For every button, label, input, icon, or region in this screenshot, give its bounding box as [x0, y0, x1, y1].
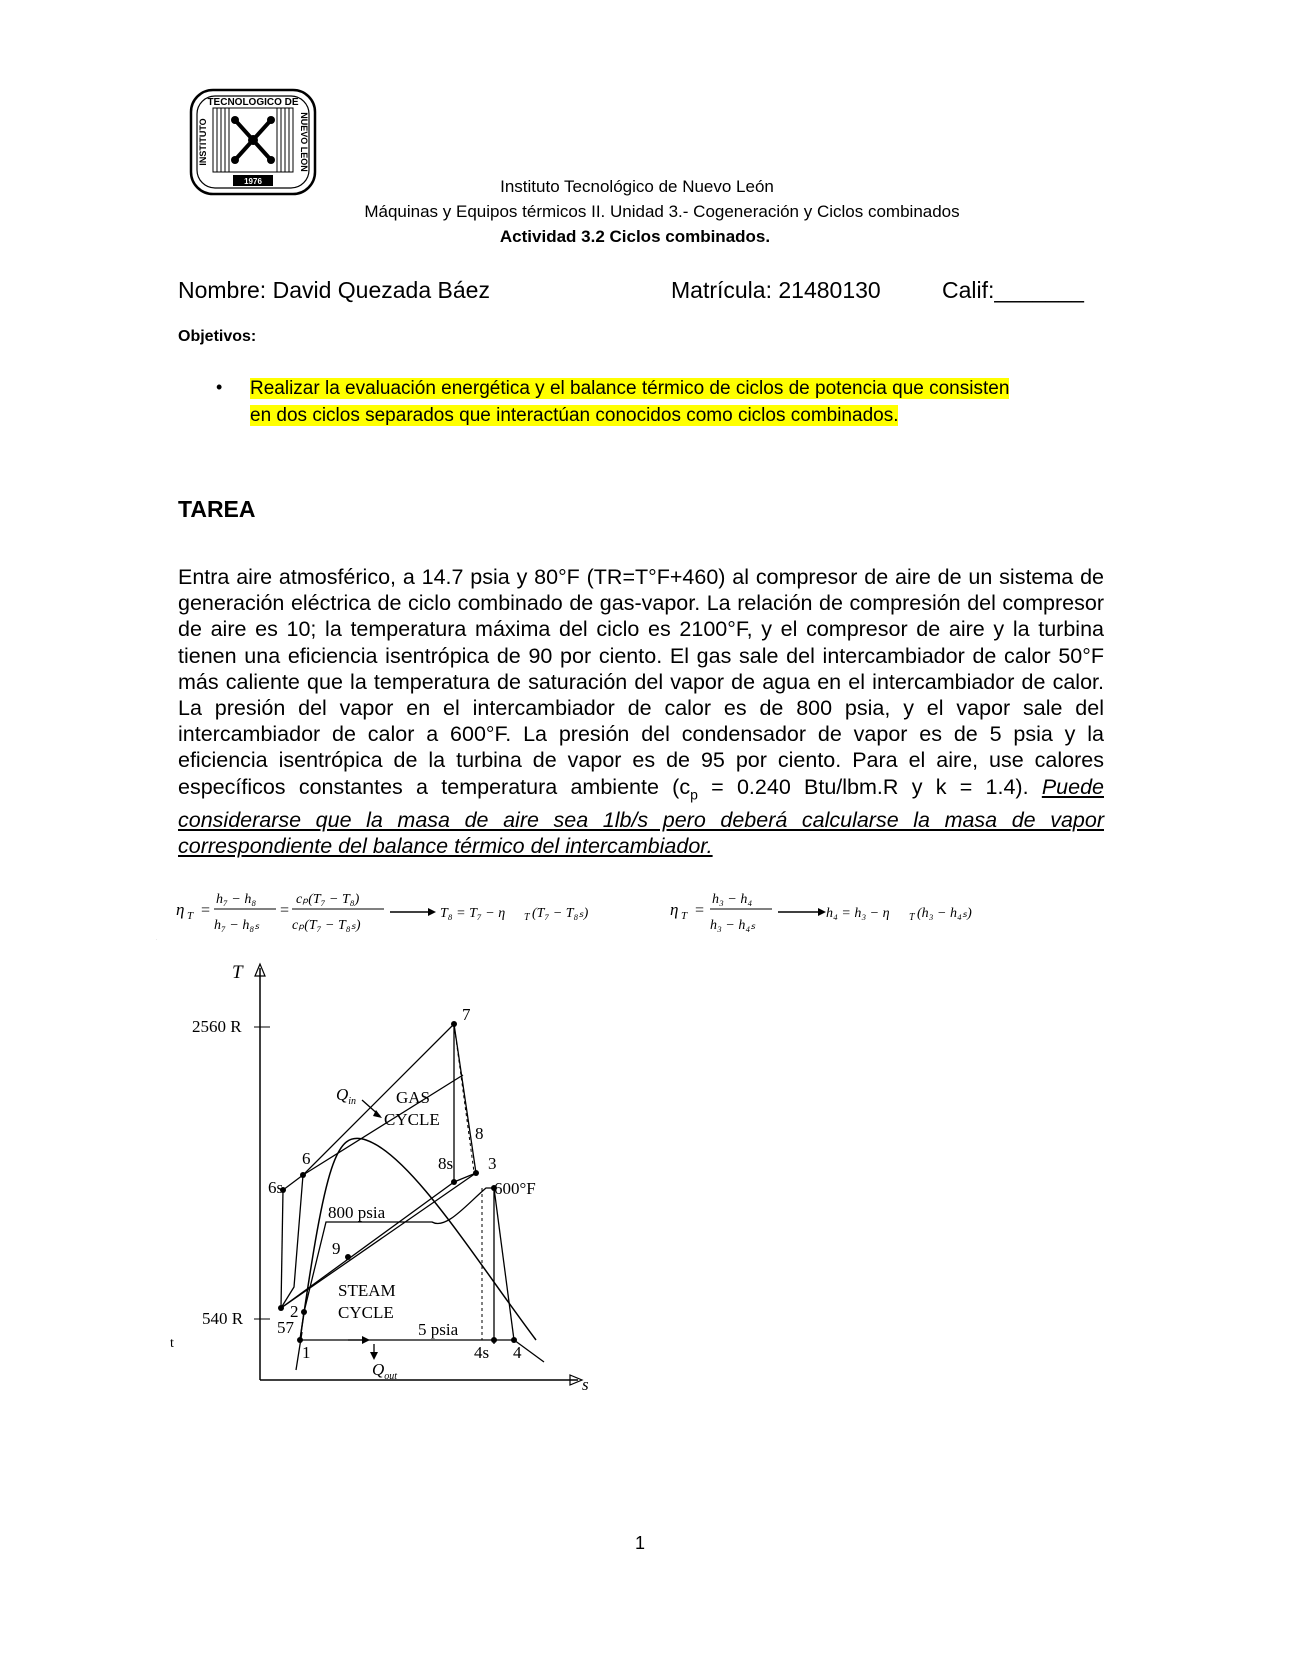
- point-6-label: 6: [302, 1149, 311, 1168]
- steam-cycle-label-1: STEAM: [338, 1281, 396, 1300]
- steam-cycle-label-2: CYCLE: [338, 1303, 394, 1322]
- header-institution: Instituto Tecnológico de Nuevo León: [500, 177, 774, 196]
- point-8s-label: 8s: [438, 1154, 454, 1173]
- q-in-label: $Q_{in}$: [336, 1085, 357, 1107]
- svg-text:=: =: [279, 902, 290, 919]
- task-title: TAREA: [178, 496, 256, 522]
- t-low-label: 540 R: [202, 1309, 244, 1328]
- t-high-label: 2560 R: [192, 1017, 242, 1036]
- svg-text:η: η: [670, 900, 679, 919]
- steam-turbine-efficiency-formula: [670, 878, 1050, 938]
- gas-cycle-label-1: GAS: [396, 1088, 431, 1107]
- svg-text:(h₃ − h₄ₛ): (h₃ − h₄ₛ): [917, 906, 972, 921]
- svg-text:h₄ = h₃ − η: h₄ = h₃ − η: [826, 906, 890, 921]
- svg-text:T: T: [187, 910, 194, 922]
- formula-gas-text: ηT = (h7 − h8)/(h7 − h8s) = cp(T7 − T8)/cp(T7 − T8s) ⟶ T8 = T7 − ηT(T7 − T8s): [176, 878, 210, 879]
- point-9-label: 9: [332, 1239, 341, 1258]
- p-high-label: 800 psia: [328, 1203, 386, 1222]
- point-4-label: 4: [513, 1343, 522, 1362]
- point-2-label: 2: [290, 1302, 299, 1321]
- formula-steam-text: ηT = (h3 − h4)/(h3 − h4s) ⟶ h4 = h3 − ηT(h3 − h4s): [670, 878, 693, 879]
- page-number: 1: [634, 1533, 645, 1553]
- q-out-label: $Q_{out}$: [372, 1360, 398, 1382]
- svg-text:η: η: [176, 900, 185, 919]
- logo-top-text: TECNOLOGICO DE: [207, 97, 299, 108]
- svg-text:=: =: [200, 902, 211, 919]
- ts-diagram: [156, 940, 636, 1400]
- point-1-label: 1: [302, 1343, 311, 1362]
- student-matricula: Matrícula: 21480130: [671, 277, 881, 303]
- svg-text:T₈ = T₇ − η: T₈ = T₇ − η: [440, 906, 506, 921]
- point-7-label: 7: [462, 1005, 471, 1024]
- svg-text:cₚ(T₇ − T₈ₛ): cₚ(T₇ − T₈ₛ): [292, 918, 361, 933]
- point-4s-label: 4s: [474, 1343, 490, 1362]
- header-course: Máquinas y Equipos térmicos II. Unidad 3.- Cogeneración y Ciclos combinados: [364, 202, 960, 221]
- point-6s-label: 6s: [268, 1178, 284, 1197]
- svg-text:h₇ − h₈: h₇ − h₈: [216, 892, 257, 907]
- gas-turbine-efficiency-formula: [176, 878, 626, 938]
- student-name: Nombre: David Quezada Báez: [178, 277, 490, 303]
- logo-year: 1976: [244, 177, 262, 186]
- grade-field: Calif:_______: [942, 277, 1084, 303]
- t-axis-label: T: [232, 962, 243, 983]
- s-axis-label: s: [582, 1375, 589, 1394]
- problem-text-1: Entra aire atmosférico, a 14.7 psia y 80°F (TR=T°F+460) al compresor de aire de un sistema de generación eléctrica de ciclo combinado de gas-vapor. La relación de compresión del compresor de aire es 10; la temperatura máxima del ciclo es 2100°F, y el compresor de aire y la turbina tienen una eficiencia isentrópica de 90 por ciento. El gas sale del intercambiador de calor 50°F más caliente que la temperatura de saturación del vapor de agua en el intercambiador de calor. La presión del vapor en el intercambiador de calor es de 800 psia, y el vapor sale del intercambiador de calor a 600°F. La presión del condensador de vapor es de 5 psia y la eficiencia isentrópica de la turbina de vapor es de 95 por ciento. Para el aire, use calores específicos constantes a temperatura ambiente (c: [178, 565, 1104, 799]
- problem-statement: [178, 564, 1104, 860]
- gas-cycle-label-2: CYCLE: [384, 1110, 440, 1129]
- problem-underlined-text: Puede considerarse que la masa de aire sea 1lb/s pero deberá calcularse la masa de vapor correspondiente del balance térmico del intercambiador.: [178, 774, 1104, 859]
- svg-text:h₃ − h₄ₛ: h₃ − h₄ₛ: [710, 918, 756, 933]
- stray-mark: t: [170, 1336, 174, 1351]
- point-5-label: 5: [156, 940, 157, 941]
- logo-right-text: NUEVO LEON: [299, 112, 309, 172]
- p-low-label: 5 psia: [418, 1320, 459, 1339]
- svg-text:cₚ(T₇ − T₈): cₚ(T₇ − T₈): [296, 892, 360, 907]
- svg-text:h₃ − h₄: h₃ − h₄: [712, 892, 753, 907]
- bullet-icon: •: [216, 377, 223, 397]
- svg-text:T: T: [524, 912, 530, 923]
- logo-left-text: INSTITUTO: [198, 118, 208, 166]
- point-57-label: 57: [277, 1318, 294, 1337]
- problem-text-2: = 0.240 Btu/lbm.R y k = 1.4).: [697, 774, 1042, 799]
- header-activity: Actividad 3.2 Ciclos combinados.: [499, 227, 771, 246]
- cp-subscript: p: [690, 785, 698, 802]
- objective-line-2: en dos ciclos separados que interactúan conocidos como ciclos combinados.: [250, 405, 899, 426]
- objective-text: [250, 375, 1100, 429]
- svg-text:h₇ − h₈ₛ: h₇ − h₈ₛ: [214, 918, 260, 933]
- svg-text:(T₇ − T₈ₛ): (T₇ − T₈ₛ): [532, 906, 589, 921]
- objectives-title: Objetivos:: [178, 328, 257, 345]
- point-3-label: 3: [488, 1154, 497, 1173]
- point-8-label: 8: [475, 1124, 484, 1143]
- svg-text:T: T: [681, 910, 688, 922]
- temp-3-label: 600°F: [494, 1179, 536, 1198]
- svg-text:=: =: [694, 902, 705, 919]
- objective-line-1: Realizar la evaluación energética y el balance térmico de ciclos de potencia que consisten: [250, 378, 1010, 399]
- svg-text:T: T: [909, 912, 915, 923]
